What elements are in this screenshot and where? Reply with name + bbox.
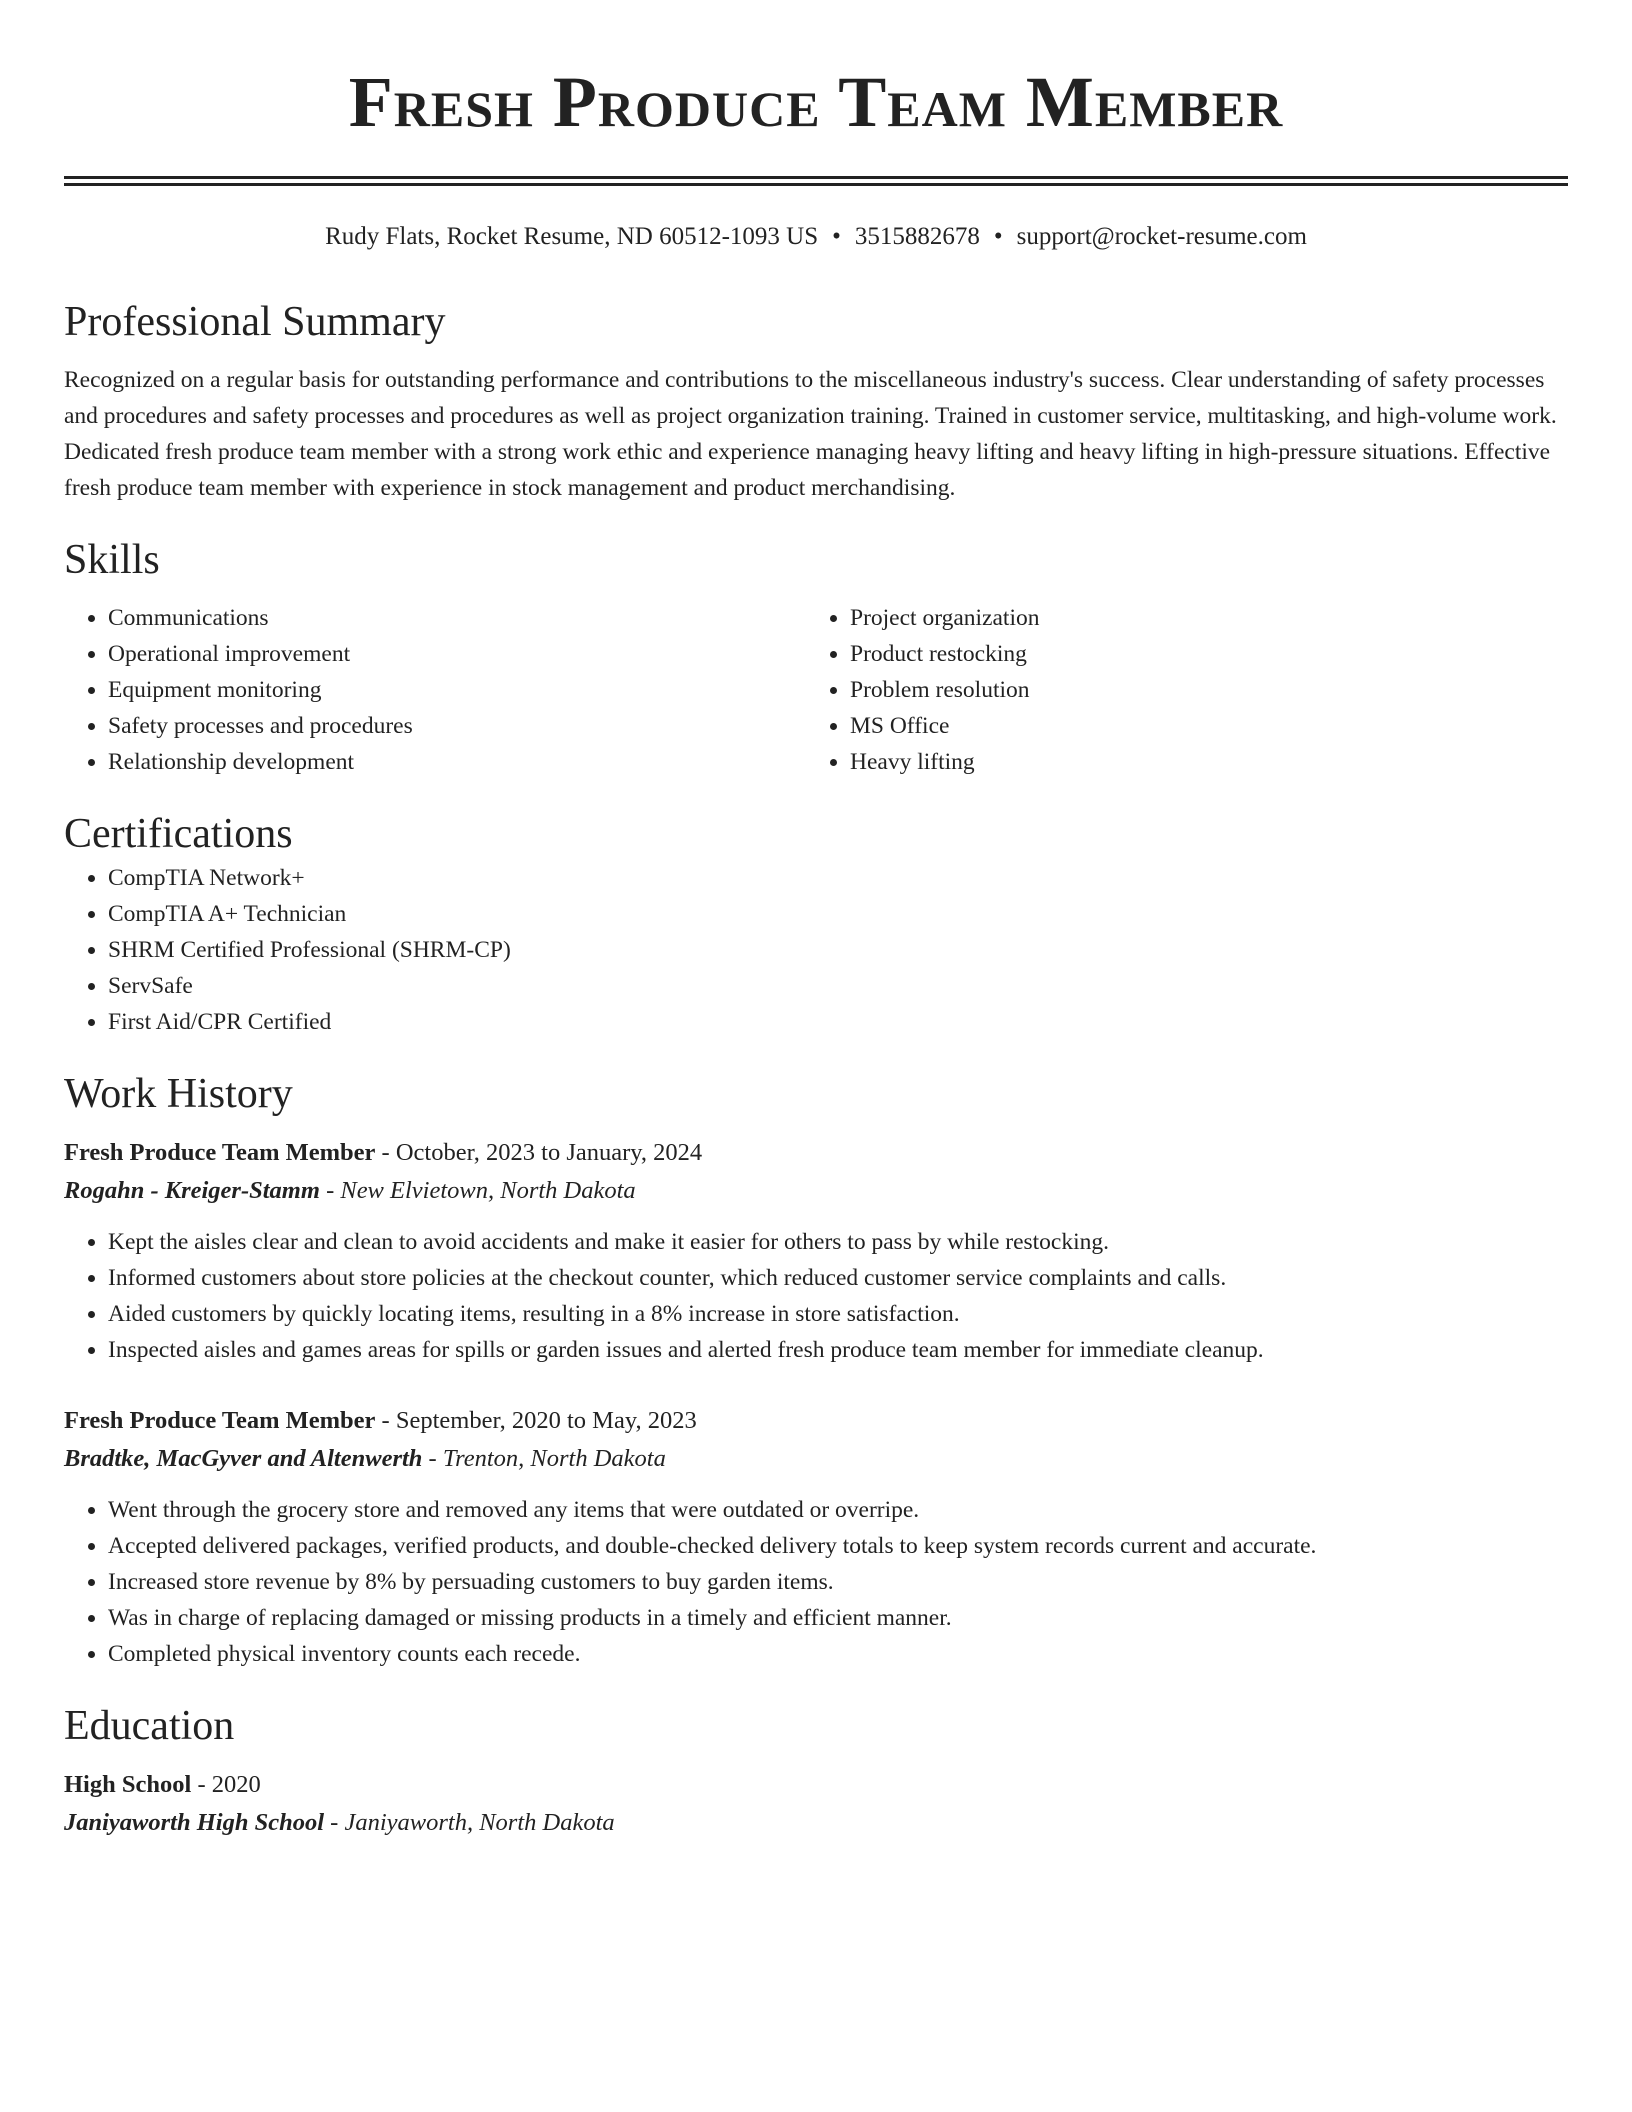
contact-email: support@rocket-resume.com [1016, 223, 1307, 250]
skill-item: • Operational improvement [108, 636, 806, 672]
certification-item: • CompTIA A+ Technician [108, 896, 1568, 932]
job-bullet: • Went through the grocery store and removed any items that were outdated or overripe. [108, 1492, 1568, 1528]
education-degree: High School [64, 1771, 192, 1798]
education-school-line [64, 1804, 1568, 1842]
job-dates: - October, 2023 to January, 2024 [375, 1139, 703, 1166]
contact-separator: • [993, 223, 1003, 250]
skill-item: • Equipment monitoring [108, 672, 806, 708]
contact-separator: • [832, 223, 841, 250]
job-company-line [64, 1172, 1568, 1210]
contact-phone: 3515882678 [854, 223, 980, 250]
education-year: - 2020 [191, 1771, 261, 1798]
job-entry [64, 1402, 1568, 1672]
skill-item: • Product restocking [850, 636, 1548, 672]
job-role: Fresh Produce Team Member [64, 1407, 376, 1434]
job-bullet: • Was in charge of replacing damaged or missing products in a timely and efficient manner. [108, 1600, 1568, 1636]
job-bullet: • Aided customers by quickly locating items, resulting in a 8% increase in store satisfaction. [108, 1296, 1568, 1332]
summary-text: Recognized on a regular basis for outstanding performance and contributions to the miscellaneous industry's success. Clear understanding of safety processes and procedures and safety processes and procedures as well as project organization training. Trained in customer service, multitasking, and high-volume work. Dedicated fresh produce team member with a strong work ethic and experience managing heavy lifting and heavy lifting in high-pressure situations. Effective fresh produce team member with experience in stock management and product merchandising. [64, 367, 1557, 501]
certification-item: • First Aid/CPR Certified [108, 1004, 1568, 1040]
job-dates: - September, 2020 to May, 2023 [375, 1407, 697, 1434]
job-entry [64, 1134, 1568, 1368]
job-title-line [64, 1134, 1568, 1172]
education-degree-line [64, 1766, 1568, 1804]
section-title-skills: Skills [64, 537, 160, 583]
skill-item: • Communications [108, 600, 806, 636]
job-company-line [64, 1440, 1568, 1478]
certification-item: • ServSafe [108, 968, 1568, 1004]
candidate-name: Fresh Produce Team Member [348, 62, 1284, 142]
job-title-line [64, 1402, 1568, 1440]
skill-item: • Problem resolution [850, 672, 1548, 708]
certifications-list [64, 860, 1568, 1040]
job-role: Fresh Produce Team Member [64, 1139, 376, 1166]
job-bullet: • Kept the aisles clear and clean to avoid accidents and make it easier for others to pass by while restocking. [108, 1224, 1568, 1260]
job-bullet: • Informed customers about store policies at the checkout counter, which reduced customer service complaints and calls. [108, 1260, 1568, 1296]
skills-grid [64, 600, 1568, 780]
job-bullet: • Increased store revenue by 8% by persuading customers to buy garden items. [108, 1564, 1568, 1600]
skill-item: • MS Office [850, 708, 1548, 744]
job-location: - Trenton, North Dakota [422, 1445, 666, 1472]
section-title-certifications: Certifications [64, 811, 293, 857]
section-title-work-history: Work History [64, 1071, 293, 1117]
certification-item: • CompTIA Network+ [108, 860, 1568, 896]
contact-address: Rudy Flats, Rocket Resume, ND 60512-1093 US [325, 223, 819, 250]
contact-line [64, 220, 1568, 254]
skills-column-right [806, 600, 1548, 780]
job-location: - New Elvietown, North Dakota [319, 1177, 636, 1204]
job-bullets [64, 1492, 1568, 1672]
certification-item: • SHRM Certified Professional (SHRM-CP) [108, 932, 1568, 968]
education-location: - Janiyaworth, North Dakota [324, 1809, 615, 1836]
skill-item: • Safety processes and procedures [108, 708, 806, 744]
job-company: Rogahn - Kreiger-Stamm [64, 1177, 320, 1204]
education-school: Janiyaworth High School [64, 1809, 325, 1836]
section-title-education: Education [64, 1703, 235, 1749]
job-bullet: • Completed physical inventory counts each recede. [108, 1636, 1568, 1672]
job-bullet: • Inspected aisles and games areas for spills or garden issues and alerted fresh produce team member for immediate cleanup. [108, 1332, 1568, 1368]
job-bullet: • Accepted delivered packages, verified products, and double-checked delivery totals to keep system records current and accurate. [108, 1528, 1568, 1564]
education-entry [64, 1766, 1568, 1842]
skill-item: • Heavy lifting [850, 744, 1548, 780]
section-title-summary: Professional Summary [64, 299, 446, 345]
skill-item: • Project organization [850, 600, 1548, 636]
skills-column-left [64, 600, 806, 780]
header-divider [64, 176, 1568, 186]
skill-item: • Relationship development [108, 744, 806, 780]
job-bullets [64, 1224, 1568, 1368]
job-company: Bradtke, MacGyver and Altenwerth [64, 1445, 423, 1472]
